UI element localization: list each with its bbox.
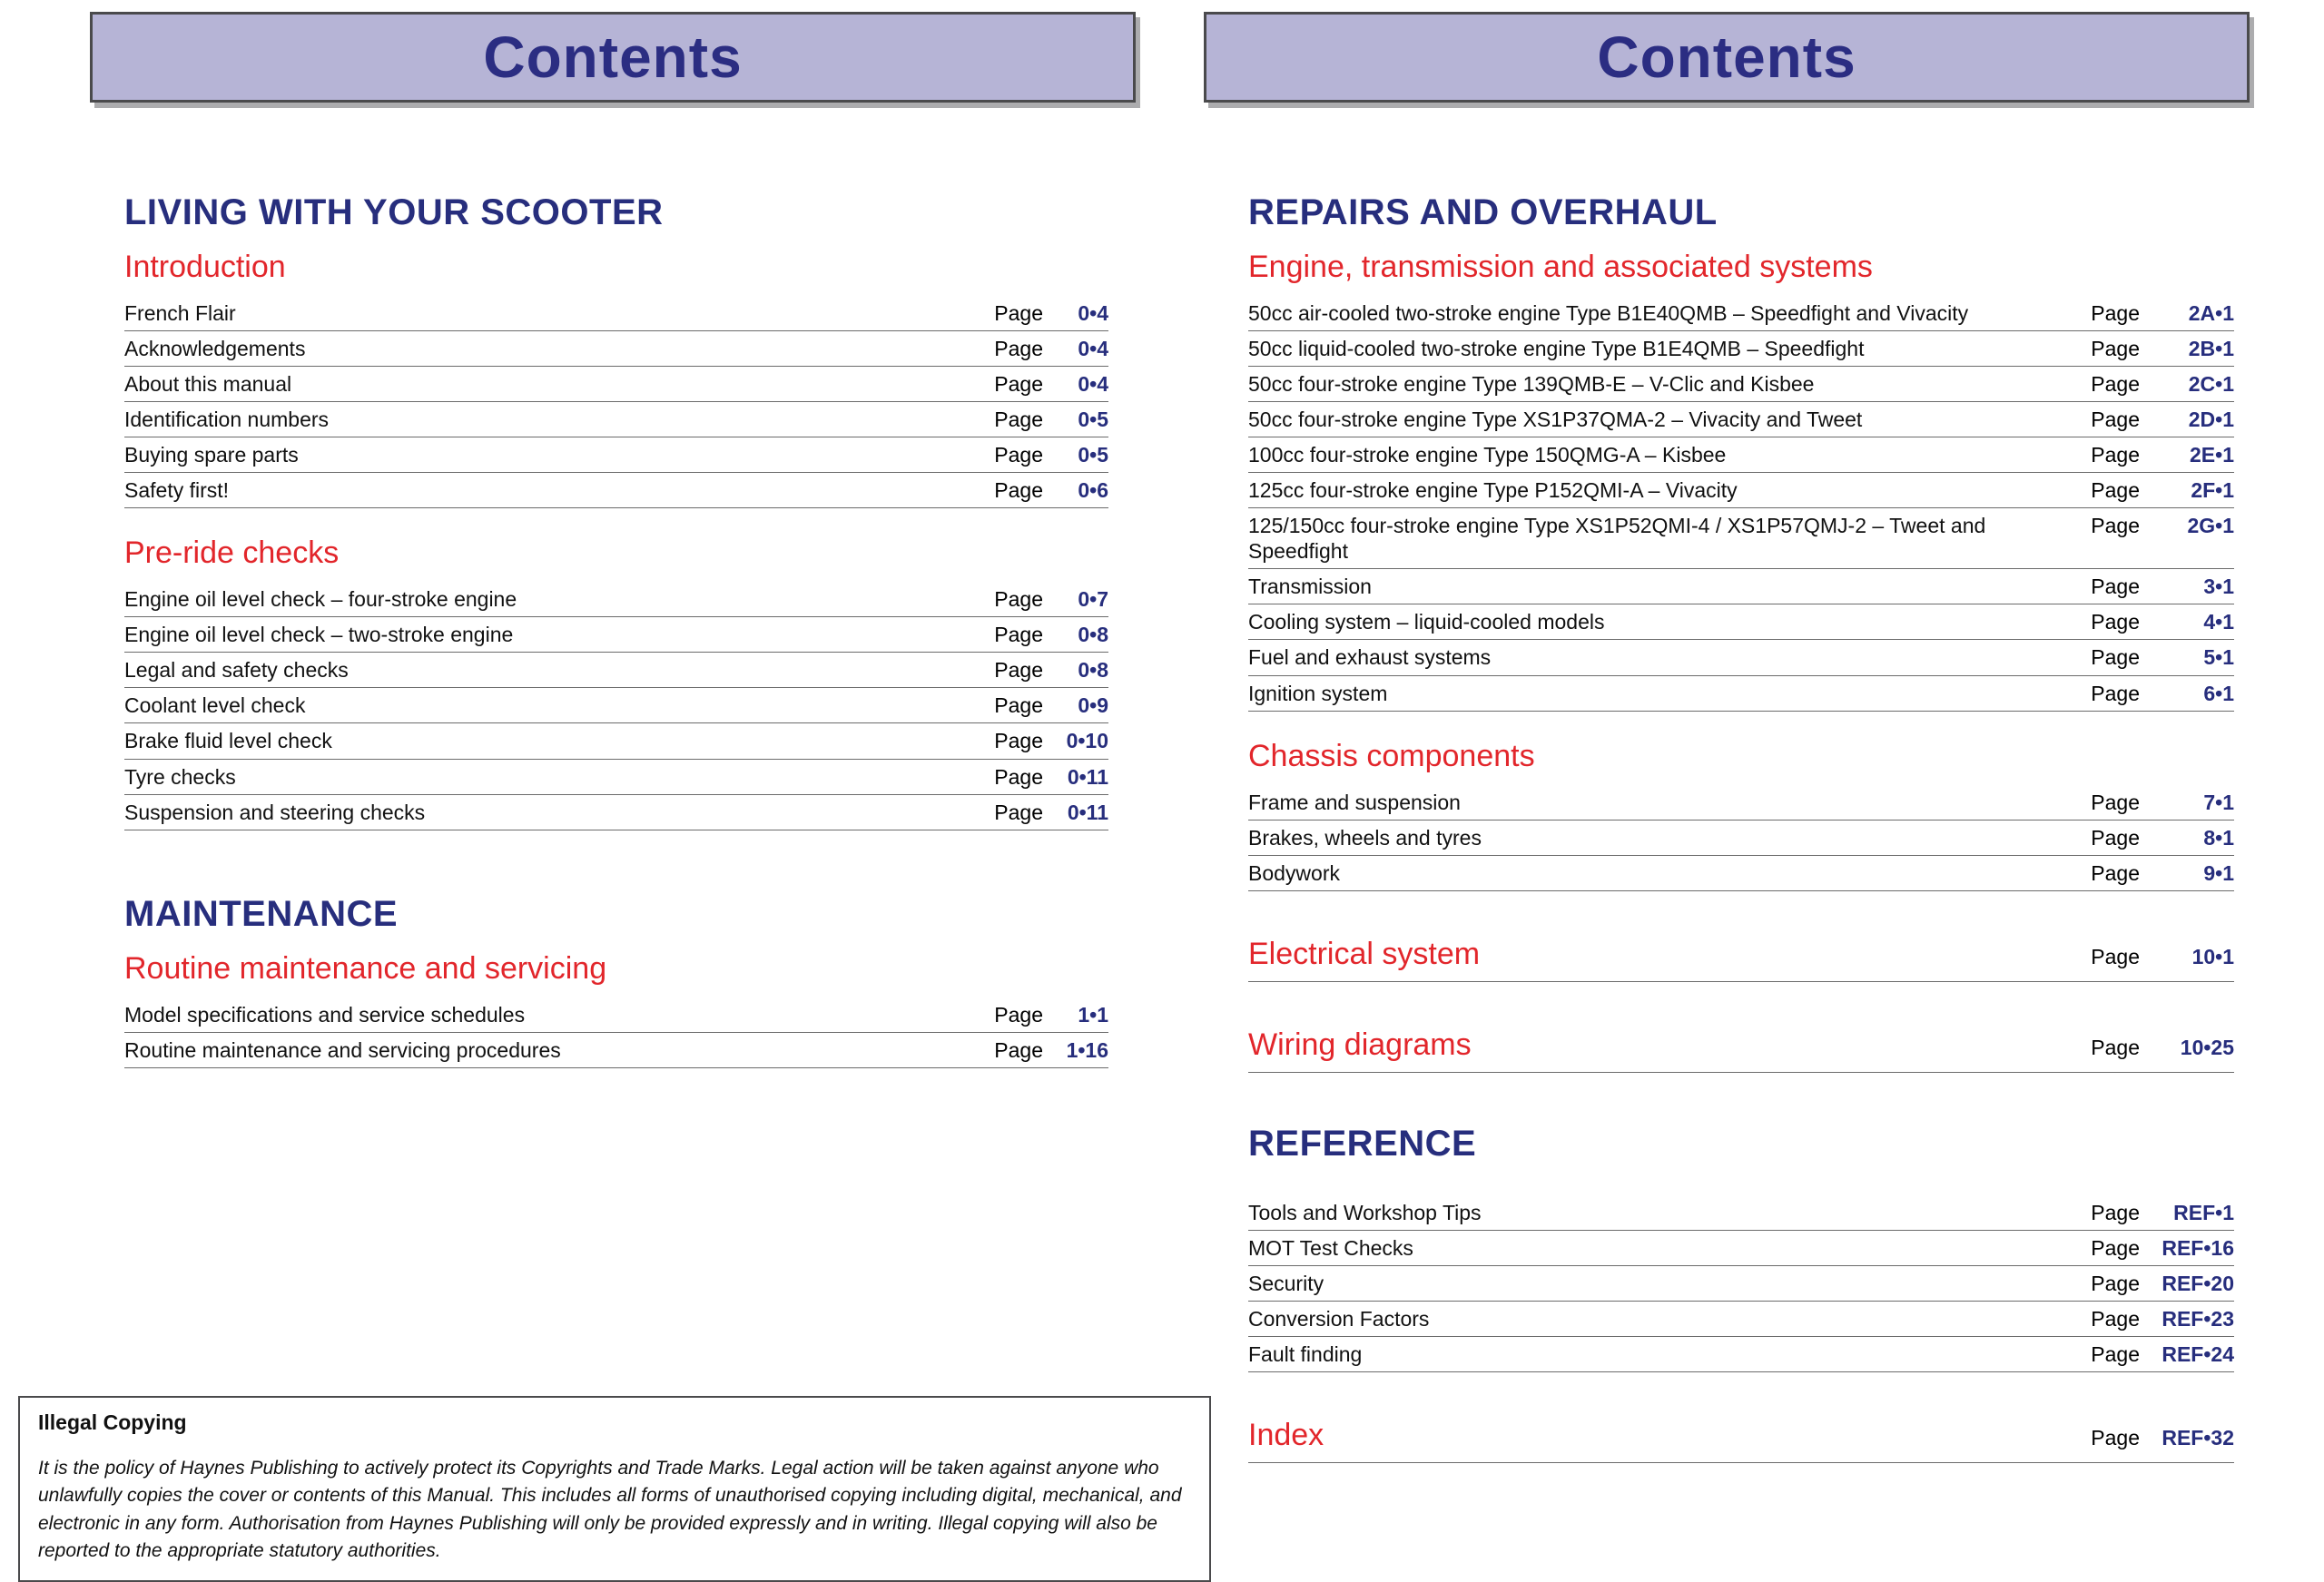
section-repairs-and-overhaul: REPAIRS AND OVERHAUL xyxy=(1248,192,1718,232)
toc-row-title: Security xyxy=(1248,1271,1324,1295)
toc-row xyxy=(124,723,1108,759)
toc-row xyxy=(124,473,1108,508)
toc-row xyxy=(124,367,1108,402)
subsection-engine-transmission: Engine, transmission and associated systems xyxy=(1248,250,1873,284)
page-number: 0•11 xyxy=(1067,764,1108,789)
section-reference: REFERENCE xyxy=(1248,1123,1477,1164)
page-word: Page xyxy=(2091,1235,2140,1260)
illegal-copying-body: It is the policy of Haynes Publishing to actively protect its Copyrights and Trade Marks. Legal action will be taken against anyone who unlawfully copies the cover or contents of this Manual. This includes all forms of unauthorised copying including digital, mechanical, and electronic in any form. Authorisation from Haynes Publishing will only be provided expressly and in writing. Illegal copying will also be reported to the appropriate statutory authorities. xyxy=(38,1458,1182,1562)
toc-row-page xyxy=(994,300,1108,326)
page-number: 10•1 xyxy=(2191,944,2234,968)
page-word: Page xyxy=(994,800,1043,824)
page-number: 0•7 xyxy=(1078,587,1108,612)
toc-row-title: Transmission xyxy=(1248,575,1372,599)
toc-row-page xyxy=(2091,1200,2234,1225)
toc-row-title: Ignition system xyxy=(1248,681,1388,705)
page-word: Page xyxy=(2091,301,2140,325)
right-column xyxy=(1248,192,2234,1463)
toc-row xyxy=(1248,569,2234,604)
toc-row-title: Tyre checks xyxy=(124,764,236,789)
page-number: 2D•1 xyxy=(2188,408,2234,432)
page-number: 1•16 xyxy=(1066,1037,1108,1062)
page-word: Page xyxy=(2091,1306,2140,1331)
page-number: 9•1 xyxy=(2203,860,2234,885)
page-word: Page xyxy=(994,1037,1043,1062)
page-number: 6•1 xyxy=(2203,681,2234,705)
pre-ride-rows xyxy=(124,582,1108,830)
toc-row xyxy=(1248,604,2234,640)
page-number: REF•20 xyxy=(2162,1271,2234,1295)
toc-row-page xyxy=(994,477,1108,503)
toc-row-page xyxy=(2091,1341,2234,1367)
entry-electrical-system xyxy=(1248,937,2234,982)
toc-row xyxy=(1248,1302,2234,1337)
page-word: Page xyxy=(2091,443,2140,467)
page-word: Page xyxy=(994,372,1043,397)
toc-row-title: Buying spare parts xyxy=(124,443,299,467)
page-word: Page xyxy=(994,658,1043,683)
toc-row-page xyxy=(994,764,1108,790)
toc-row-page xyxy=(2091,1036,2234,1060)
toc-row xyxy=(124,617,1108,653)
toc-row-title: Legal and safety checks xyxy=(124,658,349,683)
toc-row-page xyxy=(994,336,1108,361)
toc-row-page xyxy=(2091,371,2234,397)
page-word: Page xyxy=(2091,790,2140,814)
toc-row-title: 100cc four-stroke engine Type 150QMG-A – Kisbee xyxy=(1248,443,1727,467)
illegal-copying-notice xyxy=(18,1396,1211,1582)
toc-row xyxy=(1248,437,2234,473)
toc-row-page xyxy=(994,657,1108,683)
toc-row-page xyxy=(994,371,1108,397)
subsection-routine-maintenance: Routine maintenance and servicing xyxy=(124,950,607,986)
toc-row-title: Model specifications and service schedules xyxy=(124,1002,526,1027)
page-number: 0•4 xyxy=(1078,301,1108,325)
page-number: REF•32 xyxy=(2162,1425,2234,1449)
page-word: Page xyxy=(2091,514,2140,538)
page-number: 0•6 xyxy=(1078,478,1108,503)
page-number: 2C•1 xyxy=(2188,372,2234,397)
toc-row xyxy=(1248,1195,2234,1231)
contents-banner-left-title: Contents xyxy=(483,25,743,90)
toc-row-title: Fuel and exhaust systems xyxy=(1248,645,1492,670)
toc-row-page xyxy=(2091,1426,2234,1450)
toc-row-page xyxy=(994,407,1108,432)
toc-row-page xyxy=(994,728,1108,753)
page-number: REF•24 xyxy=(2162,1341,2234,1366)
toc-row-page xyxy=(994,800,1108,825)
toc-row-page xyxy=(994,622,1108,647)
toc-row-title: 50cc four-stroke engine Type XS1P37QMA-2 – Vivacity and Tweet xyxy=(1248,408,1863,432)
toc-row-page xyxy=(994,1002,1108,1027)
toc-row-page xyxy=(2091,945,2234,969)
toc-row xyxy=(1248,1231,2234,1266)
toc-row-title: French Flair xyxy=(124,301,236,325)
page-word: Page xyxy=(2091,645,2140,670)
introduction-rows xyxy=(124,296,1108,508)
toc-row xyxy=(124,437,1108,473)
toc-row-page xyxy=(994,1037,1108,1063)
page-word: Page xyxy=(2091,337,2140,361)
toc-row xyxy=(1248,676,2234,712)
toc-row xyxy=(124,582,1108,617)
page-word: Page xyxy=(994,729,1043,753)
page-word: Page xyxy=(994,623,1043,647)
routine-rows xyxy=(124,997,1108,1068)
toc-row xyxy=(1248,296,2234,331)
page-word: Page xyxy=(994,301,1043,325)
page-word: Page xyxy=(2091,575,2140,599)
toc-row xyxy=(124,795,1108,830)
entry-index-title: Index xyxy=(1248,1417,1324,1452)
toc-row-page xyxy=(2091,860,2234,886)
page-word: Page xyxy=(2091,1035,2140,1059)
toc-row-title: 125/150cc four-stroke engine Type XS1P52QMI-4 / XS1P57QMJ-2 – Tweet and Speedfight xyxy=(1248,514,1986,564)
page-word: Page xyxy=(2091,372,2140,397)
page-number: 2E•1 xyxy=(2190,443,2234,467)
toc-row-page xyxy=(994,586,1108,612)
toc-row xyxy=(1248,508,2234,569)
subsection-chassis-components: Chassis components xyxy=(1248,738,1535,773)
toc-row-title: Fault finding xyxy=(1248,1341,1363,1366)
toc-row-page xyxy=(994,442,1108,467)
toc-row-title: Conversion Factors xyxy=(1248,1306,1430,1331)
toc-row-title: 125cc four-stroke engine Type P152QMI-A – Vivacity xyxy=(1248,478,1738,503)
toc-row-page xyxy=(2091,336,2234,361)
page-number: 0•11 xyxy=(1067,800,1108,824)
toc-row-title: Identification numbers xyxy=(124,408,330,432)
page-number: REF•16 xyxy=(2162,1235,2234,1260)
page-word: Page xyxy=(2091,1271,2140,1295)
page-word: Page xyxy=(2091,825,2140,850)
entry-wiring-diagrams xyxy=(1248,1027,2234,1073)
toc-row-page xyxy=(2091,1306,2234,1331)
page-number: 2A•1 xyxy=(2188,301,2234,325)
toc-row-title: Tools and Workshop Tips xyxy=(1248,1200,1482,1224)
entry-electrical-system-title: Electrical system xyxy=(1248,936,1481,971)
toc-row-title: 50cc air-cooled two-stroke engine Type B1E40QMB – Speedfight and Vivacity xyxy=(1248,301,1969,325)
toc-row-title: Engine oil level check – two-stroke engine xyxy=(124,623,514,647)
toc-row-title: Suspension and steering checks xyxy=(124,800,426,824)
page-number: 0•4 xyxy=(1078,372,1108,397)
page-number: 0•8 xyxy=(1078,623,1108,647)
page-word: Page xyxy=(2091,1341,2140,1366)
engine-rows xyxy=(1248,296,2234,712)
page-number: 1•1 xyxy=(1078,1002,1108,1027)
page-number: 10•25 xyxy=(2180,1035,2234,1059)
section-living-with-your-scooter: LIVING WITH YOUR SCOOTER xyxy=(124,192,664,232)
page-number: 2G•1 xyxy=(2187,514,2234,538)
toc-row xyxy=(124,1033,1108,1068)
page-word: Page xyxy=(994,587,1043,612)
page-word: Page xyxy=(2091,860,2140,885)
toc-row-title: 50cc liquid-cooled two-stroke engine Type B1E4QMB – Speedfight xyxy=(1248,337,1865,361)
toc-row-title: Engine oil level check – four-stroke engine xyxy=(124,587,517,612)
toc-row xyxy=(1248,640,2234,675)
page-word: Page xyxy=(994,443,1043,467)
page-number: 0•5 xyxy=(1078,408,1108,432)
contents-banner-right-title: Contents xyxy=(1597,25,1856,90)
page-word: Page xyxy=(994,408,1043,432)
section-maintenance: MAINTENANCE xyxy=(124,893,399,934)
toc-row xyxy=(1248,785,2234,820)
page-number: 0•8 xyxy=(1078,658,1108,683)
toc-row-page xyxy=(2091,644,2234,670)
page-number: REF•1 xyxy=(2173,1200,2234,1224)
toc-row-title: Routine maintenance and servicing procedures xyxy=(124,1037,561,1062)
toc-row-title: Brake fluid level check xyxy=(124,729,332,753)
toc-row-page xyxy=(2091,790,2234,815)
page-number: 2F•1 xyxy=(2191,478,2234,503)
toc-row-page xyxy=(2091,574,2234,599)
toc-row-page xyxy=(2091,407,2234,432)
toc-row-page xyxy=(2091,1271,2234,1296)
toc-row xyxy=(1248,402,2234,437)
page-word: Page xyxy=(2091,1425,2140,1449)
toc-row-title: Bodywork xyxy=(1248,860,1340,885)
page-number: 3•1 xyxy=(2203,575,2234,599)
toc-row xyxy=(1248,1337,2234,1372)
toc-row-page xyxy=(2091,477,2234,503)
page-word: Page xyxy=(994,478,1043,503)
page-number: 0•4 xyxy=(1078,337,1108,361)
illegal-copying-title: Illegal Copying xyxy=(38,1410,187,1434)
page-number: 4•1 xyxy=(2203,610,2234,634)
page-word: Page xyxy=(994,1002,1043,1027)
contents-banner-left xyxy=(90,12,1136,103)
toc-row-page xyxy=(994,693,1108,718)
entry-index xyxy=(1248,1418,2234,1463)
page-word: Page xyxy=(2091,408,2140,432)
toc-row-title: Acknowledgements xyxy=(124,337,306,361)
toc-row-page xyxy=(2091,825,2234,850)
toc-row-title: Frame and suspension xyxy=(1248,790,1461,814)
toc-row-title: Safety first! xyxy=(124,478,230,503)
reference-rows xyxy=(1248,1195,2234,1372)
page-word: Page xyxy=(2091,1200,2140,1224)
left-column xyxy=(124,192,1108,1085)
toc-row xyxy=(124,760,1108,795)
toc-row xyxy=(124,997,1108,1033)
toc-row xyxy=(1248,1266,2234,1302)
toc-row xyxy=(124,331,1108,367)
page-number: 5•1 xyxy=(2203,645,2234,670)
page-word: Page xyxy=(2091,610,2140,634)
toc-row-title: Cooling system – liquid-cooled models xyxy=(1248,610,1605,634)
toc-row xyxy=(124,402,1108,437)
page-word: Page xyxy=(2091,944,2140,968)
toc-row-title: MOT Test Checks xyxy=(1248,1235,1413,1260)
toc-row-title: 50cc four-stroke engine Type 139QMB-E – V-Clic and Kisbee xyxy=(1248,372,1815,397)
toc-row-title: Coolant level check xyxy=(124,693,306,718)
toc-row-page xyxy=(2091,609,2234,634)
toc-row-title: About this manual xyxy=(124,372,292,397)
page-number: 7•1 xyxy=(2203,790,2234,814)
toc-row-page xyxy=(2091,442,2234,467)
toc-row xyxy=(1248,820,2234,856)
toc-row-title: Brakes, wheels and tyres xyxy=(1248,825,1482,850)
page-number: 0•5 xyxy=(1078,443,1108,467)
toc-row xyxy=(1248,331,2234,367)
toc-row-page xyxy=(2091,1235,2234,1261)
page-word: Page xyxy=(2091,478,2140,503)
toc-row xyxy=(1248,367,2234,402)
page-number: 2B•1 xyxy=(2188,337,2234,361)
page-number: 8•1 xyxy=(2203,825,2234,850)
toc-row xyxy=(124,688,1108,723)
page-number: 0•10 xyxy=(1066,729,1108,753)
toc-row xyxy=(1248,473,2234,508)
page-number: REF•23 xyxy=(2162,1306,2234,1331)
toc-row xyxy=(124,296,1108,331)
contents-banner-right xyxy=(1204,12,2250,103)
toc-row-page xyxy=(2091,513,2234,538)
page-number: 0•9 xyxy=(1078,693,1108,718)
page-word: Page xyxy=(994,337,1043,361)
subsection-introduction: Introduction xyxy=(124,250,286,284)
toc-row xyxy=(124,653,1108,688)
page-word: Page xyxy=(994,764,1043,789)
page-word: Page xyxy=(2091,681,2140,705)
toc-row-page xyxy=(2091,300,2234,326)
page-word: Page xyxy=(994,693,1043,718)
chassis-rows xyxy=(1248,785,2234,891)
entry-wiring-diagrams-title: Wiring diagrams xyxy=(1248,1027,1472,1062)
toc-row xyxy=(1248,856,2234,891)
toc-row-page xyxy=(2091,681,2234,706)
subsection-pre-ride-checks: Pre-ride checks xyxy=(124,536,340,571)
